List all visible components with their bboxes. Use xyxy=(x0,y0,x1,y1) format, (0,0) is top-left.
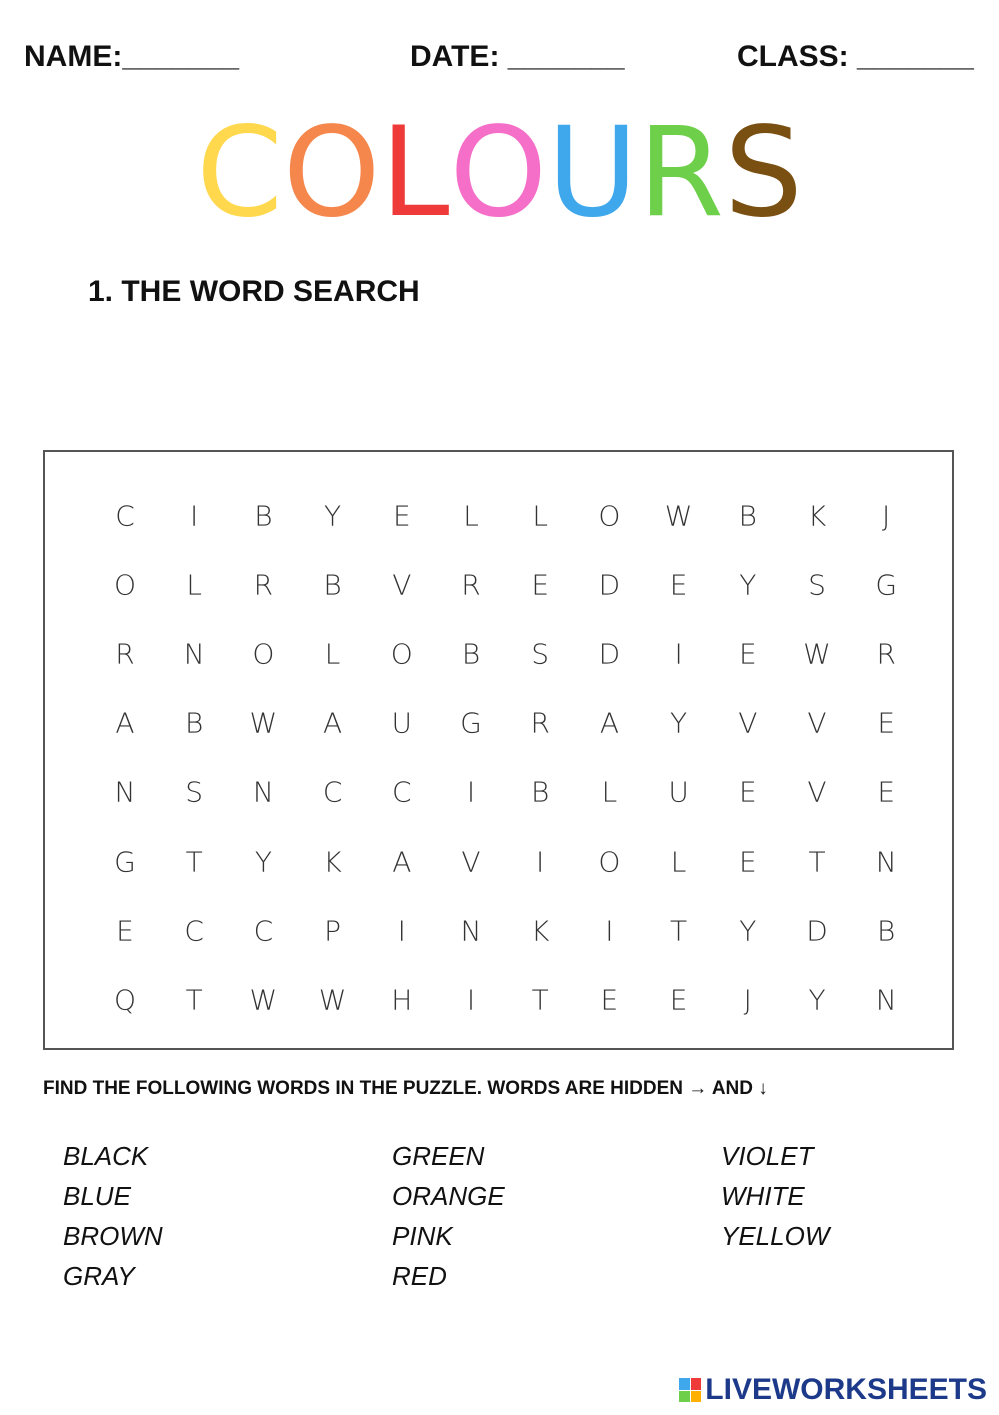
grid-cell[interactable]: L xyxy=(670,845,687,878)
grid-cell[interactable]: V xyxy=(738,706,758,740)
grid-cell[interactable]: E xyxy=(738,637,757,671)
grid-cell[interactable]: K xyxy=(531,914,550,948)
title-letter: L xyxy=(380,101,450,245)
grid-cell[interactable]: T xyxy=(670,914,688,948)
grid-cell[interactable]: I xyxy=(466,983,476,1017)
grid-cell[interactable]: K xyxy=(323,845,342,878)
word-list-item: VIOLET xyxy=(721,1141,814,1171)
grid-cell[interactable]: D xyxy=(806,914,828,948)
section-heading: 1. THE WORD SEARCH xyxy=(88,275,420,308)
grid-cell[interactable]: I xyxy=(536,845,545,878)
grid-cell[interactable]: B xyxy=(185,706,204,740)
grid-cell[interactable]: W xyxy=(249,706,278,740)
grid-cell[interactable]: E xyxy=(116,914,134,948)
grid-cell[interactable]: L xyxy=(601,775,618,809)
grid-cell[interactable]: O xyxy=(598,499,621,533)
grid-cell[interactable]: V xyxy=(807,775,827,809)
word-list-item: GREEN xyxy=(392,1141,485,1171)
word-list-column-3 xyxy=(721,1136,829,1256)
grid-cell[interactable]: W xyxy=(318,983,347,1017)
grid-cell[interactable]: E xyxy=(600,983,619,1017)
grid-cell[interactable]: K xyxy=(807,499,827,533)
grid-cell[interactable]: B xyxy=(877,914,896,948)
date-field[interactable]: DATE: _______ xyxy=(410,40,625,73)
grid-cell[interactable]: I xyxy=(674,637,683,671)
grid-cell[interactable]: W xyxy=(803,637,831,671)
grid-cell[interactable]: O xyxy=(598,845,621,878)
page-title xyxy=(0,101,999,245)
grid-cell[interactable]: N xyxy=(252,775,274,809)
class-field[interactable]: CLASS: _______ xyxy=(737,40,974,73)
logo-icon xyxy=(679,1378,701,1402)
grid-cell[interactable]: E xyxy=(877,775,896,809)
title-letter: O xyxy=(282,101,381,245)
grid-cell[interactable]: J xyxy=(882,499,891,533)
grid-cell[interactable]: E xyxy=(738,845,757,878)
instructions-text: FIND THE FOLLOWING WORDS IN THE PUZZLE. WORDS ARE HIDDEN → AND ↓ xyxy=(43,1078,768,1099)
grid-cell[interactable]: J xyxy=(743,983,752,1017)
grid-cell[interactable]: L xyxy=(463,499,479,533)
word-list-item: BLACK xyxy=(63,1141,149,1171)
header-row xyxy=(24,40,974,80)
grid-cell[interactable]: W xyxy=(664,499,693,533)
word-list-item: BLUE xyxy=(63,1181,131,1211)
grid-cell[interactable]: R xyxy=(253,568,274,602)
grid-cell[interactable]: N xyxy=(875,845,897,878)
grid-cell[interactable]: E xyxy=(669,983,688,1017)
grid-cell[interactable]: C xyxy=(184,914,204,948)
grid-cell[interactable]: T xyxy=(808,845,826,878)
grid-cell[interactable]: B xyxy=(323,568,342,602)
grid-cell[interactable]: E xyxy=(738,775,757,809)
grid-cell[interactable]: N xyxy=(875,983,897,1017)
grid-cell[interactable]: V xyxy=(807,706,827,740)
name-field[interactable]: NAME:_______ xyxy=(24,40,240,73)
grid-cell[interactable]: Y xyxy=(808,983,826,1017)
grid-cell[interactable]: L xyxy=(186,568,202,602)
title-letter: U xyxy=(547,101,638,245)
grid-cell[interactable]: A xyxy=(115,706,135,740)
title-letter: S xyxy=(724,101,803,245)
grid-cell[interactable]: B xyxy=(531,775,550,809)
word-list-item: GRAY xyxy=(63,1261,135,1291)
grid-cell[interactable]: T xyxy=(185,983,203,1017)
grid-cell[interactable]: G xyxy=(460,706,482,740)
grid-cell[interactable]: U xyxy=(391,706,413,740)
grid-cell[interactable]: W xyxy=(249,983,278,1017)
grid-cell[interactable]: Y xyxy=(324,499,342,533)
grid-cell[interactable]: A xyxy=(323,706,343,740)
word-list-column-1 xyxy=(63,1136,163,1296)
grid-cell[interactable]: R xyxy=(461,568,481,602)
liveworksheets-logo xyxy=(679,1373,987,1407)
grid-cell[interactable]: A xyxy=(392,845,412,878)
word-list-item: ORANGE xyxy=(392,1181,505,1211)
grid-cell[interactable]: U xyxy=(668,775,689,809)
grid-cell[interactable]: B xyxy=(738,499,757,533)
grid-cell[interactable]: T xyxy=(185,845,203,878)
grid-cell[interactable]: O xyxy=(252,637,275,671)
grid-cell[interactable]: G xyxy=(114,845,136,878)
grid-cell[interactable]: T xyxy=(531,983,549,1017)
logo-text: LIVEWORKSHEETS xyxy=(705,1373,987,1406)
grid-cell[interactable]: E xyxy=(877,706,896,740)
grid-cell[interactable]: P xyxy=(324,914,342,948)
grid-cell[interactable]: Y xyxy=(739,568,757,602)
grid-cells xyxy=(45,452,952,1048)
grid-cell[interactable]: E xyxy=(531,568,550,602)
grid-cell[interactable]: N xyxy=(183,637,205,671)
title-letter: R xyxy=(637,101,725,245)
grid-cell[interactable]: I xyxy=(190,499,199,533)
grid-cell[interactable]: C xyxy=(115,499,135,533)
grid-cell[interactable]: B xyxy=(254,499,273,533)
grid-cell[interactable]: Y xyxy=(254,845,272,878)
grid-cell[interactable]: I xyxy=(397,914,406,948)
grid-cell[interactable]: O xyxy=(390,637,413,671)
grid-cell[interactable]: C xyxy=(392,775,412,809)
title-letter: O xyxy=(449,101,548,245)
word-list-item: YELLOW xyxy=(721,1221,830,1251)
grid-cell[interactable]: S xyxy=(185,775,204,809)
grid-cell[interactable]: D xyxy=(598,637,621,671)
grid-cell[interactable]: Q xyxy=(113,983,137,1017)
word-search-grid xyxy=(43,450,954,1050)
word-list-item: PINK xyxy=(392,1221,453,1251)
title-letter: C xyxy=(196,101,283,245)
grid-cell[interactable]: O xyxy=(113,568,137,602)
grid-cell[interactable]: V xyxy=(392,568,412,602)
grid-cell[interactable]: V xyxy=(461,845,481,878)
grid-cell[interactable]: Y xyxy=(670,706,688,740)
word-list-item: WHITE xyxy=(721,1181,805,1211)
grid-cell[interactable]: N xyxy=(460,914,482,948)
grid-cell[interactable]: R xyxy=(115,637,135,671)
grid-cell[interactable]: N xyxy=(114,775,136,809)
grid-cell[interactable]: H xyxy=(391,983,413,1017)
grid-cell[interactable]: R xyxy=(876,637,896,671)
word-list-item: RED xyxy=(392,1261,447,1291)
grid-cell[interactable]: I xyxy=(466,775,476,809)
grid-cell[interactable]: R xyxy=(530,706,550,740)
grid-cell[interactable]: S xyxy=(531,637,550,671)
grid-cell[interactable]: E xyxy=(669,568,688,602)
grid-cell[interactable]: L xyxy=(324,637,341,671)
grid-cell[interactable]: E xyxy=(392,499,411,533)
grid-cell[interactable]: A xyxy=(599,706,619,740)
word-list-item: BROWN xyxy=(63,1221,163,1251)
grid-cell[interactable]: L xyxy=(532,499,548,533)
grid-cell[interactable]: C xyxy=(253,914,274,948)
grid-cell[interactable]: C xyxy=(322,775,343,809)
grid-cell[interactable]: Y xyxy=(739,914,757,948)
grid-cell[interactable]: I xyxy=(605,914,614,948)
word-list-column-2 xyxy=(392,1136,505,1296)
grid-cell[interactable]: G xyxy=(875,568,898,602)
grid-cell[interactable]: B xyxy=(461,637,481,671)
grid-cell[interactable]: S xyxy=(808,568,826,602)
grid-cell[interactable]: D xyxy=(598,568,621,602)
